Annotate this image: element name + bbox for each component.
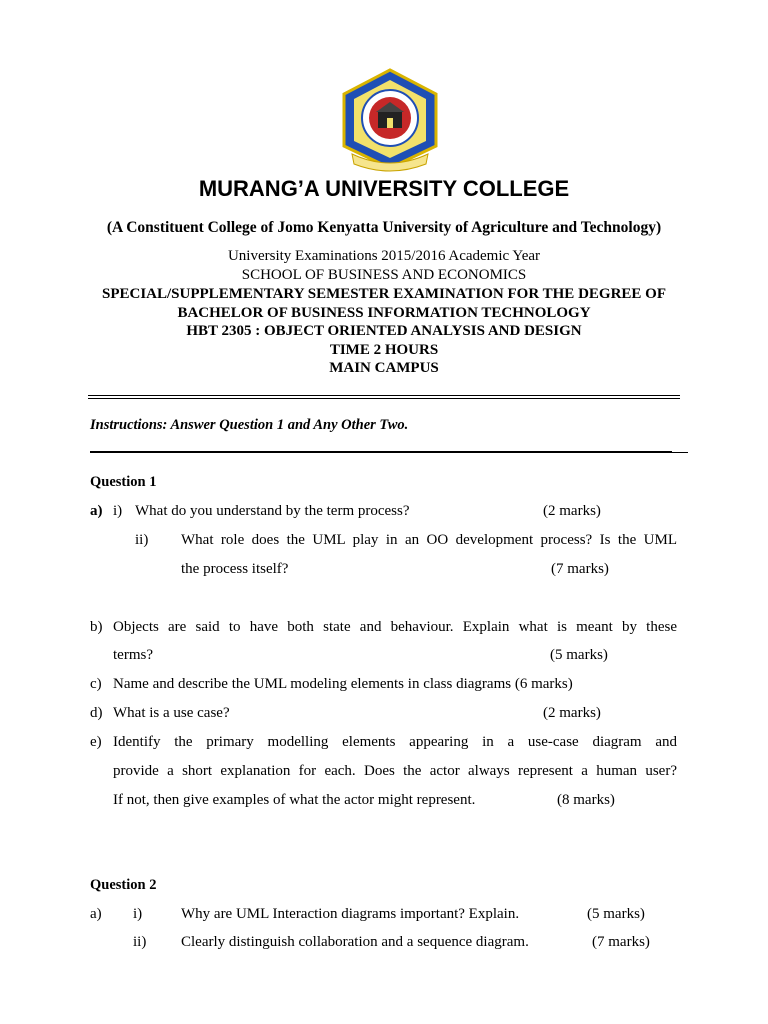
q1-b-label: b) (90, 619, 103, 635)
q1-c-label: c) (90, 676, 102, 692)
exam-year: University Examinations 2015/2016 Academic Year (227, 248, 541, 264)
q2-a-ii-text: Clearly distinguish collaboration and a sequence diagram. (181, 934, 529, 950)
q1-a-i-number: i) (113, 503, 123, 519)
q1-a-ii-marks: (7 marks) (551, 561, 609, 577)
exam-duration: TIME 2 HOURS (329, 342, 439, 358)
q1-a-ii-number: ii) (135, 532, 149, 548)
q2-a-i-text: Why are UML Interaction diagrams important? Explain. (181, 906, 520, 922)
college-crest-logo (338, 68, 442, 172)
q1-e-label: e) (90, 734, 102, 750)
q1-a-ii-line-1: What role does the UML play in an OO development process? Is the UML (181, 532, 677, 548)
campus-name: MAIN CAMPUS (329, 360, 439, 376)
header-divider-top (88, 395, 680, 396)
question-2-title: Question 2 (90, 877, 157, 893)
q1-d-text: What is a use case? (113, 705, 230, 721)
header-divider-bottom (88, 398, 680, 399)
q1-d-label: d) (90, 705, 103, 721)
question-1-title: Question 1 (90, 474, 157, 490)
course-title: HBT 2305 : OBJECT ORIENTED ANALYSIS AND DESIGN (186, 323, 582, 339)
q1-a-i-marks: (2 marks) (543, 503, 601, 519)
college-name: MURANG’A UNIVERSITY COLLEGE (198, 176, 570, 201)
q1-d-marks: (2 marks) (543, 705, 601, 721)
q1-e-line-2: provide a short explanation for each. Does the actor always represent a human user? (113, 763, 677, 779)
q1-e-line-1: Identify the primary modelling elements appearing in a use-case diagram and (113, 734, 677, 750)
instructions: Instructions: Answer Question 1 and Any Other Two. (90, 417, 409, 433)
q2-a-ii-marks: (7 marks) (592, 934, 650, 950)
q1-b-line-1: Objects are said to have both state and behaviour. Explain what is meant by these (113, 619, 677, 635)
exam-title-line-2: BACHELOR OF BUSINESS INFORMATION TECHNOLOGY (177, 305, 591, 321)
q1-a-i-text: What do you understand by the term process? (135, 503, 410, 519)
constituent-line: (A Constituent College of Jomo Kenyatta University of Agriculture and Technology) (106, 219, 662, 236)
q2-a-i-number: i) (133, 906, 143, 922)
q2-a-i-marks: (5 marks) (587, 906, 645, 922)
school-name: SCHOOL OF BUSINESS AND ECONOMICS (241, 267, 527, 283)
q2-a-ii-number: ii) (133, 934, 147, 950)
instructions-underline-tail (672, 452, 688, 453)
exam-title-line-1: SPECIAL/SUPPLEMENTARY SEMESTER EXAMINATION FOR THE DEGREE OF (102, 286, 666, 302)
q2-a-label: a) (90, 906, 102, 922)
q1-e-marks: (8 marks) (557, 792, 615, 808)
q1-a-label: a) (90, 503, 103, 519)
instructions-underline (90, 451, 672, 453)
q1-b-marks: (5 marks) (550, 647, 608, 663)
q1-c-text: Name and describe the UML modeling elements in class diagrams (6 marks) (113, 676, 573, 692)
q1-b-line-2: terms? (113, 647, 153, 663)
q1-a-ii-line-2: the process itself? (181, 561, 289, 577)
q1-e-line-3: If not, then give examples of what the actor might represent. (113, 792, 476, 808)
